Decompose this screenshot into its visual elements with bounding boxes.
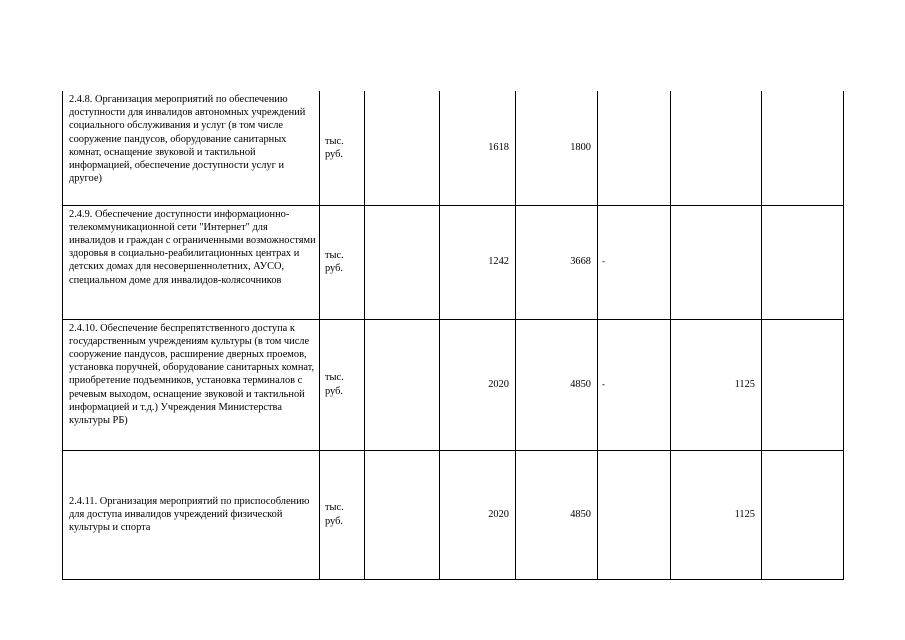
value-cell: 1125 bbox=[671, 319, 762, 450]
value-cell: 1242 bbox=[440, 205, 516, 319]
table-row bbox=[63, 205, 844, 319]
value-cell bbox=[598, 91, 671, 205]
measure-description: 2.4.10. Обеспечение беспрепятственного доступа к государственным учреждениям культуры (в том числе сооружение пандусов, расширение дверных проемов, установка поручней, оборудование санитарных комнат, приобретение подъемников, установка терминалов с речевым выходом, оснащение звуковой и тактильной информацией и т.д.) Учреждения Министерства культуры РБ) bbox=[63, 319, 320, 450]
unit-line: тыс. bbox=[325, 372, 344, 384]
unit-cell bbox=[320, 450, 365, 579]
value-cell: 2020 bbox=[440, 319, 516, 450]
value-cell bbox=[762, 450, 844, 579]
unit-line: руб. bbox=[325, 385, 344, 397]
measures-table bbox=[62, 91, 844, 580]
table-row bbox=[63, 319, 844, 450]
value-cell bbox=[671, 91, 762, 205]
value-cell bbox=[365, 450, 440, 579]
unit-line: руб. bbox=[325, 263, 344, 274]
unit-cell bbox=[320, 205, 365, 319]
value-cell bbox=[365, 205, 440, 319]
unit-line: тыс. bbox=[325, 502, 344, 514]
value-cell: 1618 bbox=[440, 91, 516, 205]
value-cell bbox=[365, 319, 440, 450]
value-cell: - bbox=[598, 319, 671, 450]
value-cell: 4850 bbox=[516, 319, 598, 450]
value-cell: 4850 bbox=[516, 450, 598, 579]
value-cell: 3668 bbox=[516, 205, 598, 319]
value-cell: 2020 bbox=[440, 450, 516, 579]
value-cell bbox=[671, 205, 762, 319]
value-cell bbox=[762, 319, 844, 450]
unit-line: руб. bbox=[325, 515, 344, 527]
table-row bbox=[63, 91, 844, 205]
unit-line: тыс. bbox=[325, 249, 344, 261]
measure-description: 2.4.9. Обеспечение доступности информационно-телекоммуникационной сети "Интернет" для инвалидов и граждан с ограниченными возможностями здоровья в социально-реабилитационных центрах и детских домах для несовершеннолетних, АУСО, специальном доме для инвалидов-колясочников bbox=[63, 205, 320, 319]
value-cell bbox=[365, 91, 440, 205]
unit-line: руб. bbox=[325, 148, 344, 160]
value-cell bbox=[762, 205, 844, 319]
value-cell: 1125 bbox=[671, 450, 762, 579]
unit-line: тыс. bbox=[325, 135, 344, 147]
value-cell bbox=[598, 450, 671, 579]
measure-description: 2.4.11. Организация мероприятий по приспособлению для доступа инвалидов учреждений физической культуры и спорта bbox=[63, 450, 320, 579]
table-row bbox=[63, 450, 844, 579]
value-cell bbox=[762, 91, 844, 205]
value-cell: - bbox=[598, 205, 671, 319]
measure-description: 2.4.8. Организация мероприятий по обеспечению доступности для инвалидов автономных учреждений социального обслуживания и услуг (в том числе сооружение пандусов, оборудование санитарных комнат, оснащение звуковой и тактильной информацией, обеспечение доступности услуг и другое) bbox=[63, 91, 320, 205]
value-cell: 1800 bbox=[516, 91, 598, 205]
unit-cell bbox=[320, 319, 365, 450]
unit-cell bbox=[320, 91, 365, 205]
